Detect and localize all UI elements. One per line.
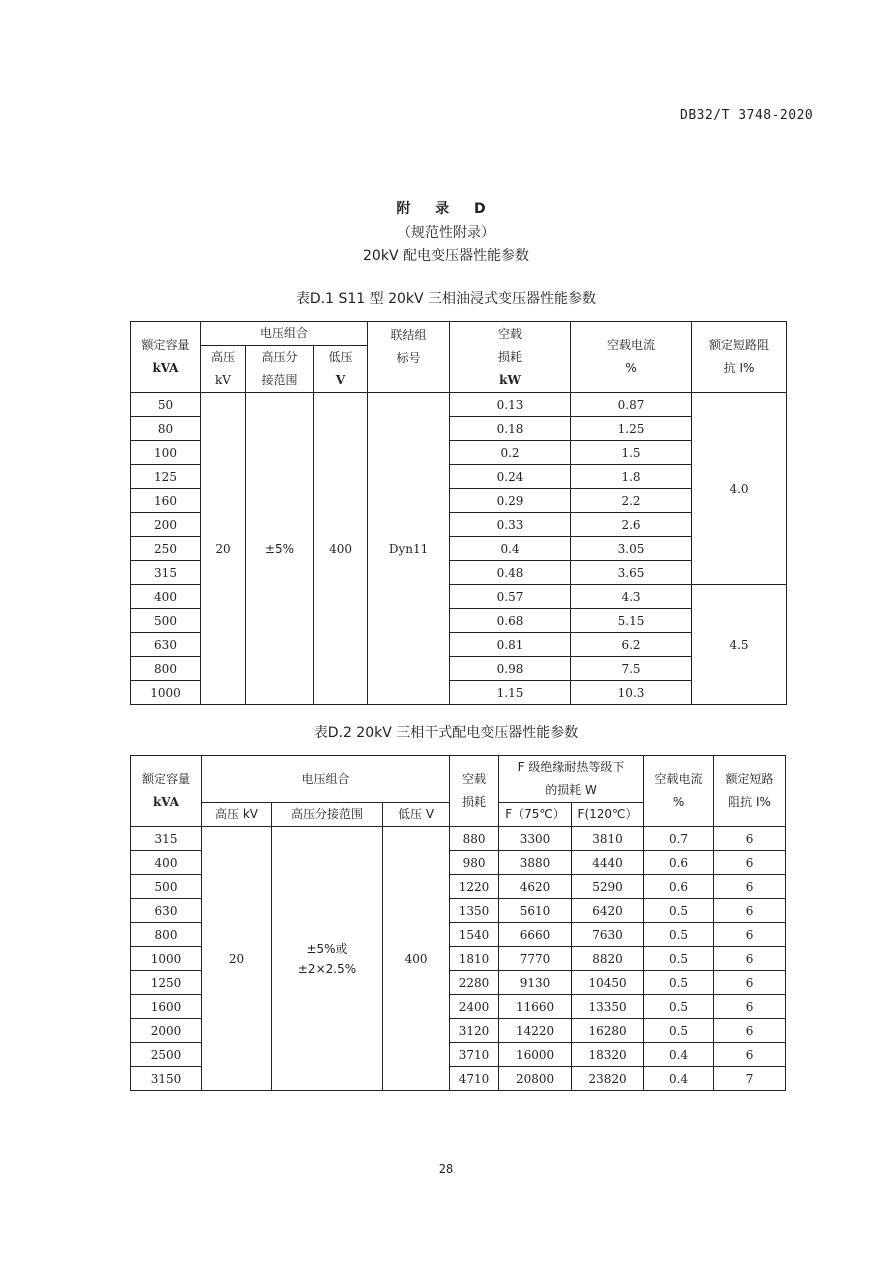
cell-noload-current: 0.5 [644, 923, 714, 947]
header-hv: 高压 kV [201, 346, 246, 393]
cell-capacity: 1000 [131, 681, 201, 705]
cell-noload-loss: 0.2 [450, 441, 571, 465]
cell-noload-current: 0.7 [644, 827, 714, 851]
cell-capacity: 630 [131, 633, 201, 657]
cell-noload-loss: 980 [450, 851, 499, 875]
cell-noload-current: 3.65 [571, 561, 692, 585]
header-noload-current: 空载电流 % [644, 756, 714, 827]
cell-noload-loss: 880 [450, 827, 499, 851]
cell-impedance: 6 [714, 827, 786, 851]
header-lv: 低压 V [383, 803, 450, 827]
cell-f75-loss: 3880 [499, 851, 572, 875]
cell-f75-loss: 7770 [499, 947, 572, 971]
cell-capacity: 50 [131, 393, 201, 417]
cell-f120-loss: 23820 [572, 1067, 644, 1091]
header-capacity: 额定容量 kVA [131, 756, 202, 827]
header-impedance: 额定短路阻 抗 I% [692, 322, 787, 393]
cell-impedance: 6 [714, 1043, 786, 1067]
cell-capacity: 630 [131, 899, 202, 923]
cell-f75-loss: 6660 [499, 923, 572, 947]
header-tap-range: 高压分 接范围 [246, 346, 314, 393]
cell-noload-loss: 0.4 [450, 537, 571, 561]
header-f-class-loss: F 级绝缘耐热等级下 的损耗 W [499, 756, 644, 803]
cell-impedance: 6 [714, 995, 786, 1019]
cell-hv: 20 [201, 393, 246, 705]
cell-capacity: 1250 [131, 971, 202, 995]
cell-f75-loss: 5610 [499, 899, 572, 923]
cell-capacity: 125 [131, 465, 201, 489]
header-hv: 高压 kV [202, 803, 272, 827]
cell-f120-loss: 18320 [572, 1043, 644, 1067]
cell-noload-current: 0.5 [644, 899, 714, 923]
cell-f120-loss: 10450 [572, 971, 644, 995]
table2-caption: 表D.2 20kV 三相干式配电变压器性能参数 [313, 725, 579, 741]
cell-noload-loss: 0.98 [450, 657, 571, 681]
cell-f75-loss: 4620 [499, 875, 572, 899]
cell-connection: Dyn11 [368, 393, 450, 705]
header-noload-loss: 空载 损耗 [450, 756, 499, 827]
cell-noload-loss: 4710 [450, 1067, 499, 1091]
cell-noload-loss: 1810 [450, 947, 499, 971]
cell-f120-loss: 3810 [572, 827, 644, 851]
tap-range-line2: ±2×2.5% [297, 961, 357, 976]
cell-tap-range: ±5% [246, 393, 314, 705]
header-f75: F（75℃） [499, 803, 572, 827]
cell-capacity: 500 [131, 609, 201, 633]
cell-capacity: 200 [131, 513, 201, 537]
cell-f75-loss: 16000 [499, 1043, 572, 1067]
cell-capacity: 3150 [131, 1067, 202, 1091]
cell-impedance: 6 [714, 875, 786, 899]
cell-noload-current: 7.5 [571, 657, 692, 681]
cell-noload-loss: 0.68 [450, 609, 571, 633]
cell-noload-current: 0.6 [644, 875, 714, 899]
table-row [131, 393, 787, 417]
cell-noload-current: 6.2 [571, 633, 692, 657]
cell-capacity: 400 [131, 585, 201, 609]
cell-impedance: 6 [714, 971, 786, 995]
cell-noload-loss: 0.24 [450, 465, 571, 489]
cell-f75-loss: 9130 [499, 971, 572, 995]
cell-noload-current: 0.4 [644, 1067, 714, 1091]
cell-noload-loss: 3120 [450, 1019, 499, 1043]
cell-capacity: 100 [131, 441, 201, 465]
cell-noload-current: 10.3 [571, 681, 692, 705]
cell-f75-loss: 3300 [499, 827, 572, 851]
cell-capacity: 315 [131, 561, 201, 585]
cell-capacity: 1600 [131, 995, 202, 1019]
tap-range-line1: ±5%或 [306, 941, 348, 956]
cell-lv: 400 [383, 827, 450, 1091]
cell-noload-loss: 3710 [450, 1043, 499, 1067]
cell-noload-current: 2.2 [571, 489, 692, 513]
cell-hv: 20 [202, 827, 272, 1091]
cell-capacity: 250 [131, 537, 201, 561]
header-f120: F(120℃） [572, 803, 644, 827]
cell-capacity: 2500 [131, 1043, 202, 1067]
cell-noload-loss: 0.29 [450, 489, 571, 513]
cell-noload-loss: 1350 [450, 899, 499, 923]
cell-noload-loss: 2400 [450, 995, 499, 1019]
cell-impedance: 6 [714, 923, 786, 947]
cell-tap-range [272, 827, 383, 1091]
cell-noload-current: 3.05 [571, 537, 692, 561]
cell-impedance: 6 [714, 947, 786, 971]
cell-f75-loss: 20800 [499, 1067, 572, 1091]
cell-noload-current: 0.6 [644, 851, 714, 875]
cell-capacity: 800 [131, 923, 202, 947]
appendix-type: （规范性附录） [397, 225, 495, 241]
header-tap-range: 高压分接范围 [272, 803, 383, 827]
cell-noload-current: 1.25 [571, 417, 692, 441]
appendix-name: 20kV 配电变压器性能参数 [363, 248, 529, 264]
cell-noload-current: 2.6 [571, 513, 692, 537]
cell-f75-loss: 11660 [499, 995, 572, 1019]
header-impedance: 额定短路 阻抗 I% [714, 756, 786, 827]
cell-impedance: 4.5 [692, 585, 787, 705]
cell-capacity: 160 [131, 489, 201, 513]
cell-noload-loss: 0.81 [450, 633, 571, 657]
cell-capacity: 500 [131, 875, 202, 899]
cell-noload-current: 1.5 [571, 441, 692, 465]
cell-noload-loss: 0.33 [450, 513, 571, 537]
cell-impedance: 4.0 [692, 393, 787, 585]
document-number: DB32/T 3748-2020 [680, 108, 814, 123]
header-noload-current: 空载电流 % [571, 322, 692, 393]
cell-f120-loss: 13350 [572, 995, 644, 1019]
cell-capacity: 1000 [131, 947, 202, 971]
cell-capacity: 2000 [131, 1019, 202, 1043]
cell-noload-current: 0.5 [644, 1019, 714, 1043]
header-noload-loss: 空载 损耗 kW [450, 322, 571, 393]
cell-capacity: 315 [131, 827, 202, 851]
cell-noload-loss: 0.18 [450, 417, 571, 441]
cell-f120-loss: 7630 [572, 923, 644, 947]
header-voltage-group: 电压组合 [202, 756, 450, 803]
cell-noload-current: 1.8 [571, 465, 692, 489]
cell-capacity: 400 [131, 851, 202, 875]
cell-impedance: 6 [714, 1019, 786, 1043]
cell-noload-loss: 0.48 [450, 561, 571, 585]
cell-noload-loss: 1540 [450, 923, 499, 947]
cell-capacity: 800 [131, 657, 201, 681]
cell-noload-loss: 1.15 [450, 681, 571, 705]
cell-impedance: 7 [714, 1067, 786, 1091]
cell-noload-current: 0.5 [644, 995, 714, 1019]
cell-noload-loss: 0.57 [450, 585, 571, 609]
cell-f120-loss: 8820 [572, 947, 644, 971]
cell-capacity: 80 [131, 417, 201, 441]
table-row [131, 827, 786, 851]
header-connection: 联结组 标号 [368, 322, 450, 393]
cell-impedance: 6 [714, 851, 786, 875]
cell-noload-loss: 2280 [450, 971, 499, 995]
cell-noload-loss: 0.13 [450, 393, 571, 417]
cell-noload-loss: 1220 [450, 875, 499, 899]
table-oil-immersed-transformer [130, 321, 787, 705]
table1-caption: 表D.1 S11 型 20kV 三相油浸式变压器性能参数 [295, 291, 597, 307]
page-number: 28 [438, 1162, 454, 1176]
cell-f120-loss: 4440 [572, 851, 644, 875]
header-capacity: 额定容量 kVA [131, 322, 201, 393]
cell-noload-current: 5.15 [571, 609, 692, 633]
cell-noload-current: 0.5 [644, 971, 714, 995]
cell-f120-loss: 6420 [572, 899, 644, 923]
cell-f75-loss: 14220 [499, 1019, 572, 1043]
header-voltage-group: 电压组合 [201, 322, 368, 346]
cell-f120-loss: 16280 [572, 1019, 644, 1043]
appendix-title: 附 录 D [396, 201, 496, 217]
cell-noload-current: 0.5 [644, 947, 714, 971]
cell-noload-current: 0.87 [571, 393, 692, 417]
cell-lv: 400 [314, 393, 368, 705]
cell-f120-loss: 5290 [572, 875, 644, 899]
cell-noload-current: 4.3 [571, 585, 692, 609]
cell-noload-current: 0.4 [644, 1043, 714, 1067]
table-dry-type-transformer [130, 755, 786, 1091]
header-lv: 低压 V [314, 346, 368, 393]
cell-impedance: 6 [714, 899, 786, 923]
